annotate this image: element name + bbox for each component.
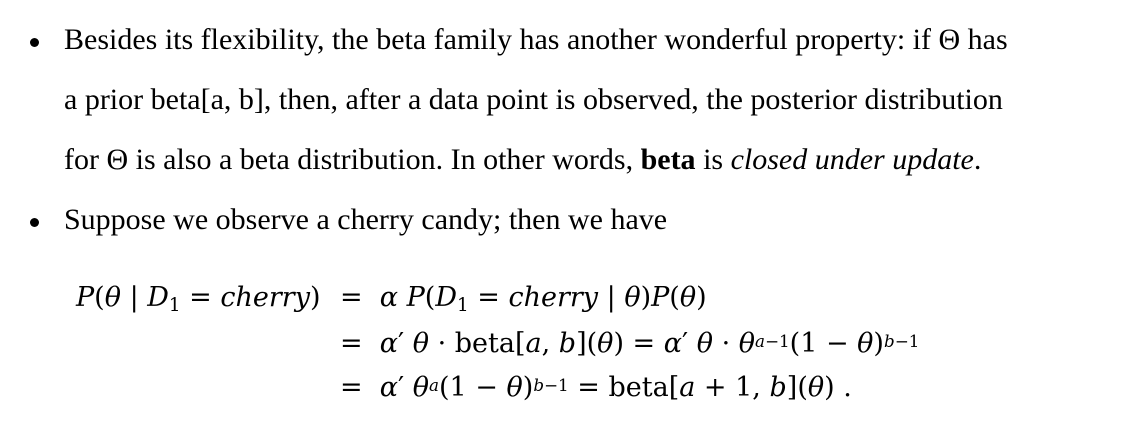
bullet-marker-1 <box>30 38 39 47</box>
bullet-1-line-3-mid: is <box>695 143 731 176</box>
bullet-1-line-3 <box>64 142 981 178</box>
closed-under-update-emphasis: closed under update <box>730 143 974 176</box>
bullet-1-line-3-text: for Θ is also a beta distribution. In other words, <box>64 143 641 176</box>
bullet-1-line-1: Besides its flexibility, the beta family has another wonderful property: if Θ has <box>64 23 1008 56</box>
bullet-1-line-3-end: . <box>973 143 982 176</box>
equation-lhs: P(θ | $D_1$ = cherry) <box>76 282 321 316</box>
bullet-1-line-2: a prior beta[a, b], then, after a data point is observed, the posterior distribution <box>64 83 1003 116</box>
equation-row-1: = α $P(D_1$ = cherry | θ)P(θ) <box>340 282 707 316</box>
bullet-2-line-1: Suppose we observe a cherry candy; then we have <box>64 203 668 236</box>
beta-emphasis: beta <box>640 143 696 176</box>
equation-row-2: = α′ θ · beta[a, b](θ) = α′ $\theta \cdot \theta^{a-1}(1 - \theta)^{b-1}$ <box>340 328 920 359</box>
equation-row-3: = α′ $\theta^a(1 - \theta)^{b-1}$ = beta[a + 1, b](θ) . <box>340 372 852 403</box>
bullet-marker-2 <box>30 218 39 227</box>
